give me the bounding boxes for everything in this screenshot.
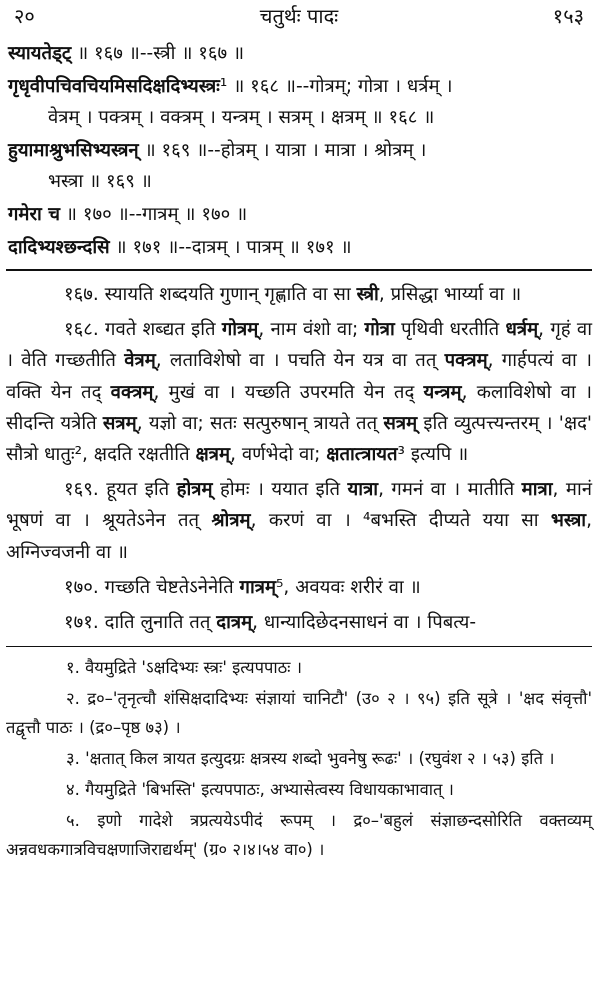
sutra-line — [6, 135, 592, 166]
sutra-examples: ॥ १७० ॥--गात्रम् ॥ १७० ॥ — [60, 204, 248, 225]
footnote: ३. 'क्षतात् किल त्रायत इत्युदग्रः क्षत्रस्य शब्दो भुवनेषु रूढः' । (रघुवंश २ । ५३) इति । — [66, 749, 555, 769]
commentary-paragraph: १६७. स्यायति शब्दयति गुणान् गृह्णाति वा सा स्त्री, प्रसिद्धा भार्य्या वा ॥ — [64, 284, 522, 305]
commentary-paragraph: १६८. गवते शब्द्यत इति गोत्रम्, नाम वंशो वा; गोत्रा पृथिवी धरतीति धर्त्रम्, गृहं वा । वेति गच्छतीति वेत्रम्, लताविशेषो वा । पचति येन यत्र वा तत् पक्त्रम्, गार्हपत्यं वा । वक्ति येन तद् वक्त्रम्, मुखं वा । यच्छति उपरमति येन तद् यन्त्रम्, कलाविशेषो वा । सीदन्ति यत्रेति सत्रम्, यज्ञो वा; सतः सत्पुरुषान् त्रायते तत् सत्रम् इति व्युत्पत्त्यन्तरम् । 'क्षद' सौत्रो धातुः², क्षदति रक्षतीति क्षत्रम्, वर्णभेदो वा; क्षतात्त्रायत³ इत्यपि ॥ — [6, 319, 592, 466]
sutra-text: गमेरा च — [8, 204, 61, 225]
sutra-examples: ॥ १६९ ॥--होत्रम् । यात्रा । मात्रा । श्रोत्रम् । — [138, 140, 427, 161]
commentary-paragraph: १७१. दाति लुनाति तत् दात्रम्, धान्यादिछेदनसाधनं वा । पिबत्य- — [64, 612, 477, 634]
chapter-number: २० — [14, 4, 35, 28]
sutra-entry — [6, 199, 592, 230]
footnotes-section — [6, 653, 592, 864]
sutra-entry — [6, 38, 592, 69]
sutra-examples: भस्त्रा ॥ १६९ ॥ — [48, 171, 152, 192]
commentary-paragraph: १६९. हूयत इति होत्रम् होमः । ययात इति यात्रा, गमनं वा । मातीति मात्रा, मानं भूषणं वा । श्रूयतेऽनेन तत् श्रोत्रम्, करणं वा । ⁴बभस्ति दीप्यते यया सा भस्त्रा, अग्निज्वजनी वा ॥ — [6, 479, 593, 563]
sutra-text: गृधृवीपचिवचियमिसदिक्षदिभ्यस्त्रः — [8, 76, 220, 97]
sutra-entry — [6, 71, 592, 133]
sutra-text: दादिभ्यश्छन्दसि — [8, 237, 110, 258]
commentary-section — [6, 279, 592, 638]
section-divider — [6, 269, 592, 271]
running-title: चतुर्थः पादः — [259, 4, 339, 28]
sutra-entry — [6, 232, 592, 263]
sutra-line — [6, 166, 592, 197]
sutra-line — [6, 232, 592, 263]
footnote: १. वैयमुद्रिते 'ऽक्षदिभ्यः स्त्रः' इत्यपपाठः । — [66, 658, 303, 678]
sutra-line — [6, 199, 592, 230]
sutra-line — [6, 38, 592, 69]
sutra-section — [6, 38, 592, 263]
footnote-divider — [6, 646, 592, 647]
footnote: ४. गैयमुद्रिते 'बिभस्ति' इत्यपपाठः, अभ्यासेत्वस्य विधायकाभावात् । — [66, 780, 454, 800]
commentary-paragraph: १७०. गच्छति चेष्टतेऽनेनेति गात्रम्⁵, अवयवः शरीरं वा ॥ — [64, 576, 421, 598]
sutra-examples: ॥ १७१ ॥--दात्रम् । पात्रम् ॥ १७१ ॥ — [109, 237, 352, 258]
sutra-entry — [6, 135, 592, 197]
page-header — [6, 0, 592, 38]
sutra-examples: वेत्रम् । पक्त्रम् । वक्त्रम् । यन्त्रम् । सत्रम् । क्षत्रम् ॥ १६८ ॥ — [48, 107, 435, 128]
sutra-examples: ¹ ॥ १६८ ॥--गोत्रम्; गोत्रा । धर्त्रम् । — [219, 76, 453, 97]
footnote: २. द्र०–'तृनृत्चौ शंसिक्षदादिभ्यः संज्ञायां चानिटौ' (उ० २ । ९५) इति सूत्रे । 'क्षद संवृत्तौ' तद्वृत्तौ पाठः । (द्र०–पृष्ठ ७३) । — [6, 689, 592, 738]
page-number: १५३ — [552, 4, 584, 28]
sutra-examples: ॥ १६७ ॥--स्त्री ॥ १६७ ॥ — [71, 43, 245, 64]
footnote: ५. इणो गादेशे त्रप्रत्ययेऽपीदं रूपम् । द्र०–'बहुलं संज्ञाछन्दसोरिति वक्तव्यम् अन्नवधकगात्रविचक्षणाजिराद्यर्थम्' (ग्र० २।४।५४ वा०) । — [6, 811, 592, 860]
sutra-line — [6, 71, 592, 102]
sutra-text: हुयामाश्रुभसिभ्यस्त्रन् — [8, 140, 139, 161]
sutra-text: स्यायतेड्ट् — [8, 43, 72, 64]
sutra-line — [6, 102, 592, 133]
